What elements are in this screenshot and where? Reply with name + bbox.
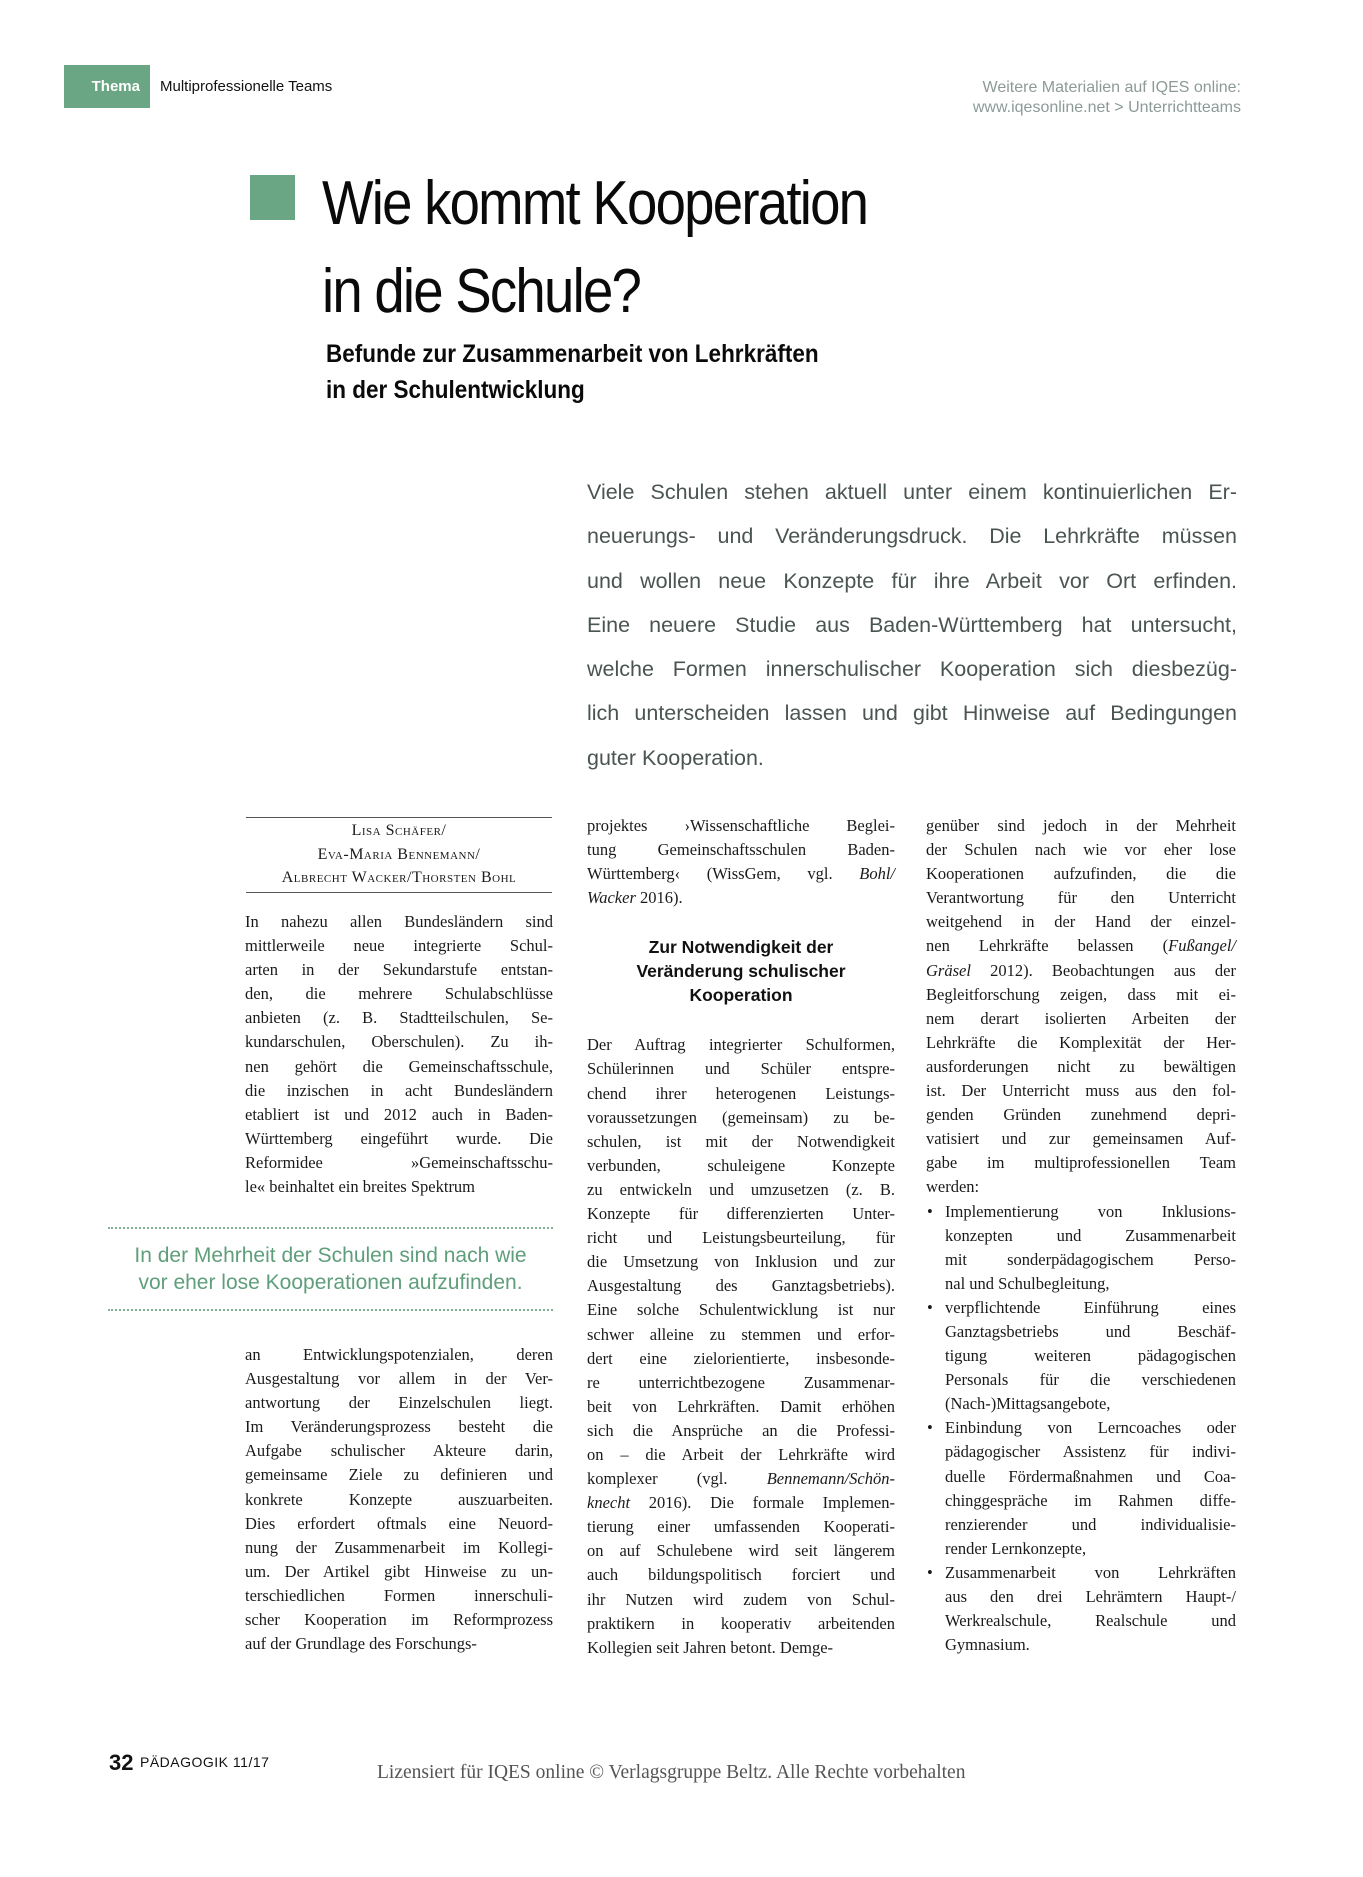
- text-line: den, die mehrere Schulabschlüsse: [245, 984, 553, 1004]
- bullet-icon: •: [927, 1297, 933, 1317]
- text-line: nal und Schulbegleitung,: [945, 1273, 1110, 1293]
- text-line: duelle Fördermaßnahmen und Coa-: [945, 1466, 1236, 1486]
- lead-line: guter Kooperation.: [587, 745, 764, 770]
- text-line: Lehrkräfte die Komplexität der Her-: [926, 1032, 1236, 1052]
- text-line: Ausgestaltung vor allem in der Ver-: [245, 1369, 553, 1389]
- iqes-materials-note: [973, 78, 1241, 118]
- text-line: genden Gründen zunehmend depri-: [926, 1105, 1236, 1125]
- text-line: aus den drei Lehrämtern Haupt-/: [945, 1587, 1236, 1606]
- body-column-1-top: [245, 910, 553, 1199]
- text-line: mittlerweile neue integrierte Schul-: [245, 936, 553, 956]
- text-line: Eine solche Schulentwicklung ist nur: [587, 1300, 895, 1320]
- iqes-note-link[interactable]: www.iqesonline.net > Unterrichtteams: [972, 99, 1241, 116]
- text-line: komplexer (vgl. Bennemann/Schön-: [587, 1469, 895, 1489]
- text-line: vatisiert und zur gemeinsamen Auf-: [926, 1129, 1236, 1149]
- text-line: re unterrichtbezogene Zusammenar-: [587, 1372, 895, 1392]
- section-topic: Multiprofessionelle Teams: [160, 78, 333, 95]
- author-byline: [246, 817, 552, 893]
- subtitle-line-1: Befunde zur Zusammenarbeit von Lehrkräften: [326, 340, 819, 368]
- text-line: konkrete Konzepte auszuarbeiten.: [245, 1489, 553, 1509]
- text-line: Einbindung von Lerncoaches oder: [945, 1418, 1236, 1438]
- lead-line: Eine neuere Studie aus Baden-Württemberg hat untersucht,: [587, 612, 1237, 637]
- text-line: nung der Zusammenarbeit im Kollegi-: [245, 1537, 553, 1557]
- text-line: verpflichtende Einführung eines: [945, 1297, 1236, 1317]
- article-title: [322, 160, 867, 336]
- text-line: Zusammenarbeit von Lehrkräften: [945, 1562, 1236, 1582]
- text-line: um. Der Artikel gibt Hinweise zu un-: [245, 1561, 553, 1581]
- text-line: beit von Lehrkräften. Damit erhöhen: [587, 1396, 895, 1416]
- license-notice: Lizensiert für IQES online © Verlagsgruppe Beltz. Alle Rechte vorbehalten: [377, 1762, 966, 1783]
- text-line: ausforderungen nicht zu bewältigen: [926, 1056, 1236, 1076]
- text-line: tung Gemeinschaftsschulen Baden-: [587, 840, 895, 860]
- text-line: nen Lehrkräfte belassen (Fußangel/: [926, 936, 1236, 956]
- text-line: terschiedlichen Formen innerschuli-: [245, 1585, 553, 1605]
- text-line: Kooperationen aufzufinden, die die: [926, 864, 1236, 884]
- text-line: richt und Leistungsbeurteilung, für: [587, 1228, 895, 1248]
- text-line: weitgehend in der Hand der einzel-: [926, 912, 1236, 932]
- text-line: Aufgabe schulischer Akteure darin,: [245, 1441, 553, 1461]
- list-item: [926, 1416, 1236, 1561]
- text-line: verbunden, schuleigene Konzepte: [587, 1155, 895, 1175]
- lead-line: neuerungs- und Veränderungsdruck. Die Lehrkräfte müssen: [587, 524, 1237, 549]
- text-line: nen gehört die Gemeinschaftsschule,: [245, 1056, 553, 1076]
- text-line: Dies erfordert oftmals eine Neuord-: [245, 1513, 553, 1533]
- magazine-issue: PÄDAGOGIK 11/17: [140, 1754, 270, 1770]
- lead-line: welche Formen innerschulischer Kooperation sich diesbezüg-: [587, 657, 1237, 682]
- text-line: pädagogischer Assistenz für indivi-: [945, 1442, 1236, 1462]
- text-line: tierung einer umfassenden Kooperati-: [587, 1517, 895, 1537]
- text-line: chend ihrer heterogenen Leistungs-: [587, 1083, 895, 1103]
- text-line: scher Kooperation im Reformprozess: [245, 1610, 553, 1630]
- title-square-icon: [250, 175, 295, 220]
- text-line: (Nach-)Mittagsangebote,: [945, 1394, 1111, 1414]
- text-line: auf der Grundlage des Forschungs-: [245, 1634, 477, 1654]
- text-line: die Umsetzung von Inklusion und zur: [587, 1252, 895, 1272]
- text-line: Ausgestaltung des Ganztagsbetriebs).: [587, 1276, 895, 1296]
- lead-line: Viele Schulen stehen aktuell unter einem kontinuierlichen Er-: [587, 480, 1237, 504]
- section-heading-line: Zur Notwendigkeit der: [648, 937, 834, 958]
- text-line: etabliert ist und 2012 auch in Baden-: [245, 1104, 553, 1124]
- text-line: nem derart isolierten Arbeiten der: [926, 1008, 1236, 1028]
- text-line: Württemberg eingeführt wurde. Die: [245, 1128, 553, 1148]
- text-line: schwer alleine zu stemmen und erfor-: [587, 1324, 895, 1344]
- text-line: Gräsel 2012). Beobachtungen aus der: [926, 960, 1236, 980]
- title-line-2: in die Schule?: [322, 257, 641, 326]
- text-line: Gymnasium.: [945, 1635, 1030, 1655]
- text-line: der Schulen nach wie vor eher lose: [926, 840, 1236, 860]
- text-line: chinggespräche im Rahmen diffe-: [945, 1490, 1236, 1510]
- text-line: werden:: [926, 1177, 980, 1197]
- section-tag: Thema: [64, 65, 150, 108]
- text-line: on – die Arbeit der Lehrkräfte wird: [587, 1444, 895, 1464]
- section-heading-line: Veränderung schulischer: [636, 961, 846, 982]
- text-line: schulen, ist mit der Notwendigkeit: [587, 1131, 895, 1151]
- body-column-2: [587, 814, 895, 1660]
- text-line: In nahezu allen Bundesländern sind: [245, 912, 553, 931]
- author-line: Lisa Schäfer/: [351, 822, 447, 839]
- text-line: knecht 2016). Die formale Implemen-: [587, 1493, 895, 1513]
- page-number: 32: [109, 1750, 134, 1775]
- text-line: konzepten und Zusammenarbeit: [945, 1225, 1236, 1245]
- text-line: ist. Der Unterricht muss aus den fol-: [926, 1081, 1236, 1101]
- text-line: Implementierung von Inklusions-: [945, 1201, 1236, 1221]
- bullet-icon: •: [927, 1201, 933, 1221]
- text-line: Verantwortung für den Unterricht: [926, 888, 1236, 908]
- bullet-icon: •: [927, 1418, 933, 1438]
- pull-quote-line: In der Mehrheit der Schulen sind nach wie: [134, 1244, 527, 1267]
- iqes-note-line1: Weitere Materialien auf IQES online:: [982, 79, 1241, 96]
- text-line: on auf Schulebene wird seit längerem: [587, 1541, 895, 1561]
- reasons-list: [926, 1200, 1236, 1658]
- text-line: zu entwickeln und umzusetzen (z. B.: [587, 1179, 895, 1199]
- section-heading-line: Kooperation: [689, 985, 793, 1006]
- bullet-icon: •: [927, 1562, 933, 1582]
- text-line: arten in der Sekundarstufe entstan-: [245, 960, 553, 980]
- text-line: voraussetzungen (gemeinsam) zu be-: [587, 1107, 895, 1127]
- text-line: die inzischen in acht Bundesländern: [245, 1080, 553, 1100]
- text-line: Württemberg‹ (WissGem, vgl. Bohl/: [587, 864, 895, 884]
- text-line: render Lernkonzepte,: [945, 1538, 1087, 1558]
- text-line: Konzepte für differenzierten Unter-: [587, 1204, 895, 1224]
- text-line: Schülerinnen und Schüler entspre-: [587, 1059, 895, 1079]
- text-line: gemeinsame Ziele zu definieren und: [245, 1465, 553, 1485]
- text-line: Wacker 2016).: [587, 888, 683, 908]
- list-item: [926, 1561, 1236, 1657]
- lead-line: lich unterscheiden lassen und gibt Hinweise auf Bedingungen: [587, 701, 1237, 726]
- text-line: Werkrealschule, Realschule und: [945, 1611, 1236, 1631]
- text-line: auch bildungspolitisch forciert und: [587, 1565, 895, 1585]
- text-line: tigung weiteren pädagogischen: [945, 1346, 1236, 1366]
- text-line: genüber sind jedoch in der Mehrheit: [926, 816, 1236, 835]
- text-line: anbieten (z. B. Stadtteilschulen, Se-: [245, 1008, 553, 1028]
- text-line: kundarschulen, Oberschulen). Zu ih-: [245, 1032, 553, 1052]
- text-line: Reformidee »Gemeinschaftsschu-: [245, 1152, 553, 1172]
- text-line: Ganztagsbetriebs und Beschäf-: [945, 1321, 1236, 1341]
- body-column-3: [926, 814, 1236, 1657]
- list-item: [926, 1200, 1236, 1296]
- text-line: Im Veränderungsprozess besteht die: [245, 1417, 553, 1437]
- text-line: sich die Ansprüche an die Professi-: [587, 1420, 895, 1440]
- subtitle-line-2: in der Schulentwicklung: [326, 376, 585, 404]
- article-subtitle: [326, 336, 819, 408]
- text-line: Begleitforschung zeigen, dass mit ei-: [926, 984, 1236, 1004]
- list-item: [926, 1296, 1236, 1416]
- pull-quote: [108, 1227, 553, 1311]
- title-line-1: Wie kommt Kooperation: [322, 169, 868, 238]
- text-line: Personals für die verschiedenen: [945, 1370, 1236, 1390]
- text-line: gabe im multiprofessionellen Team: [926, 1153, 1236, 1173]
- text-line: dert eine zielorientierte, insbesonde-: [587, 1348, 895, 1368]
- author-line: Albrecht Wacker/Thorsten Bohl: [281, 869, 517, 886]
- text-line: an Entwicklungspotenzialen, deren: [245, 1345, 553, 1364]
- text-line: antwortung der Einzelschulen liegt.: [245, 1393, 553, 1413]
- section-heading: [587, 935, 895, 1007]
- text-line: projektes ›Wissenschaftliche Beglei-: [587, 816, 895, 835]
- author-line: Eva-Maria Bennemann/: [317, 845, 481, 863]
- text-line: le« beinhaltet ein breites Spektrum: [245, 1177, 476, 1197]
- lead-paragraph: [587, 470, 1237, 780]
- text-line: ihr Nutzen wird zudem von Schul-: [587, 1589, 895, 1609]
- text-line: Kollegien seit Jahren betont. Demge-: [587, 1637, 834, 1657]
- pull-quote-line: vor eher lose Kooperationen aufzufinden.: [138, 1271, 523, 1294]
- text-line: praktikern in kooperativ arbeitenden: [587, 1613, 895, 1633]
- text-line: renzierender und individualisie-: [945, 1514, 1236, 1534]
- body-column-1-bottom: [245, 1343, 553, 1656]
- text-line: mit sonderpädagogischem Perso-: [945, 1249, 1236, 1269]
- lead-line: und wollen neue Konzepte für ihre Arbeit vor Ort erfinden.: [587, 568, 1237, 593]
- text-line: Der Auftrag integrierter Schulformen,: [587, 1035, 895, 1055]
